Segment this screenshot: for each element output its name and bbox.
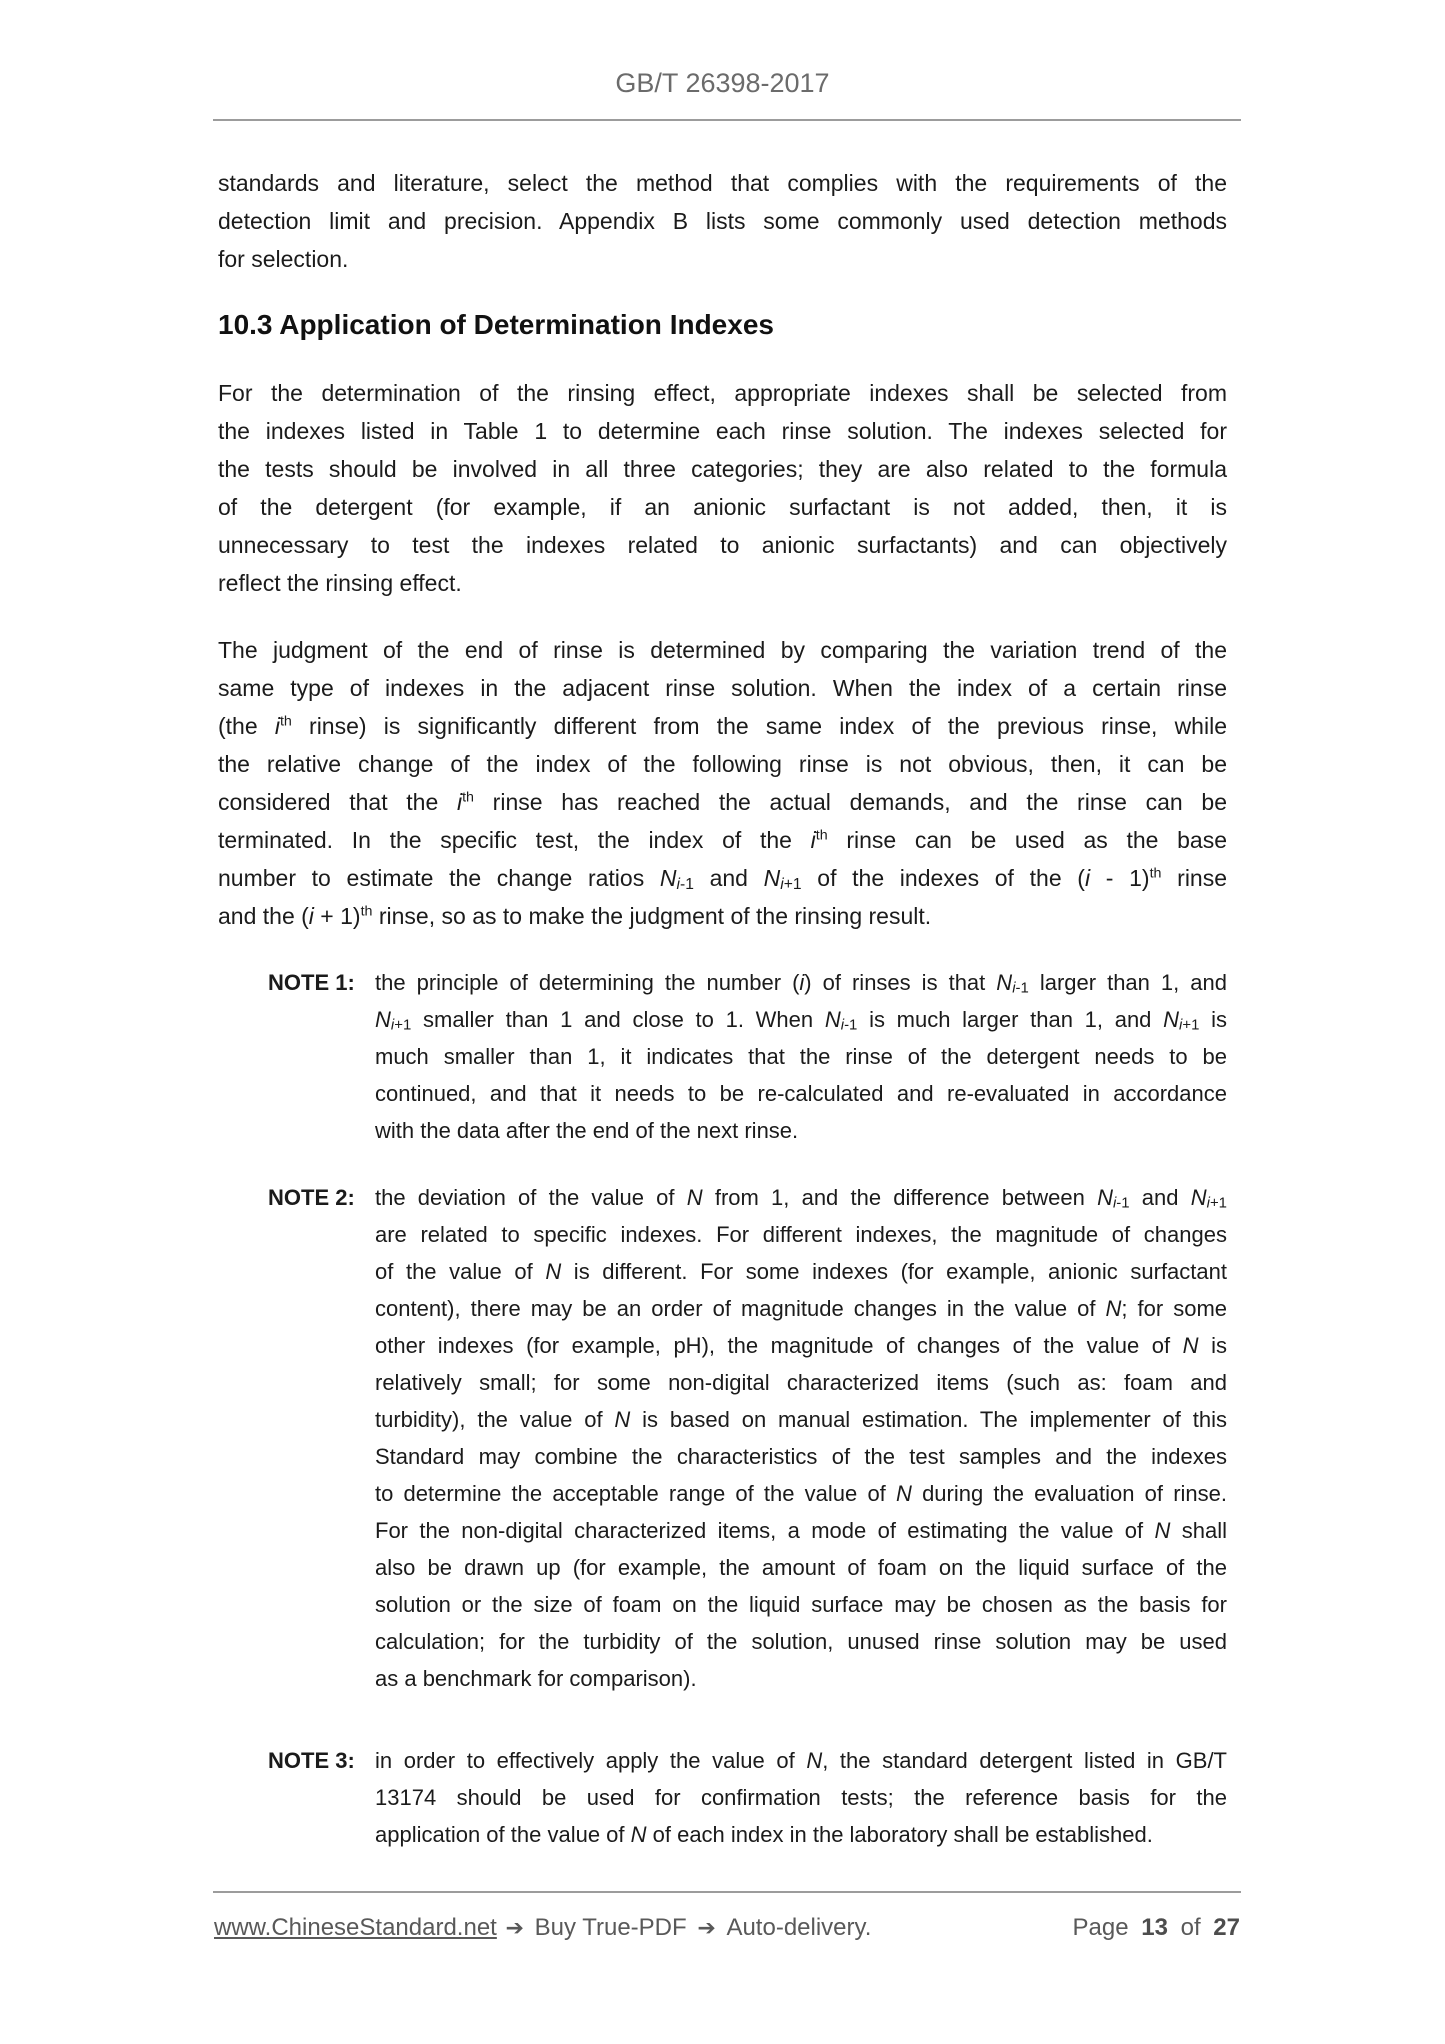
text-line: calculation; for the turbidity of the solution, unused rinse solution may be used (375, 1629, 1227, 1654)
footer-action-buy: Buy True-PDF (534, 1914, 687, 1941)
text-line: considered that the $i^{th}$ rinse has reached the actual demands, and the rinse can be (218, 789, 1227, 815)
text-line: Standard may combine the characteristics of the test samples and the indexes (375, 1444, 1227, 1469)
text-line: same type of indexes in the adjacent rinse solution. When the index of a certain rinse (218, 675, 1227, 701)
text-line: 13174 should be used for confirmation tests; the reference basis for the (375, 1785, 1227, 1810)
footer-left (214, 1908, 873, 1948)
text-line: also be drawn up (for example, the amount of foam on the liquid surface of the (375, 1555, 1227, 1580)
text-line: to determine the acceptable range of the value of N during the evaluation of rinse. (375, 1481, 1228, 1506)
text-line: reflect the rinsing effect. (218, 570, 462, 596)
website-link[interactable]: www.ChineseStandard.net (214, 1914, 497, 1941)
text-line: the indexes listed in Table 1 to determine each rinse solution. The indexes selected for (218, 418, 1227, 444)
text-line: For the non-digital characterized items, a mode of estimating the value of N shall (375, 1518, 1228, 1543)
page-label: Page (1072, 1914, 1129, 1941)
text-line: the tests should be involved in all three categories; they are also related to the formula (218, 456, 1227, 482)
arrow-right-icon: ➔ (697, 1915, 716, 1940)
text-line: as a benchmark for comparison). (375, 1666, 697, 1691)
text-line: much smaller than 1, it indicates that the rinse of the detergent needs to be (375, 1044, 1227, 1069)
text-line: content), there may be an order of magnitude changes in the value of N; for some (375, 1296, 1228, 1321)
text-line: $N_{i+1}$ smaller than 1 and close to 1. When $N_{i-1}$ is much larger than 1, and $N_{i+1}$ is (375, 1007, 1228, 1034)
note-2-label: NOTE 2: (268, 1185, 355, 1210)
note-2-body (375, 1179, 1227, 1697)
arrow-right-icon: ➔ (505, 1915, 524, 1940)
text-line: continued, and that it needs to be re-calculated and re-evaluated in accordance (375, 1081, 1227, 1106)
text-line: turbidity), the value of N is based on manual estimation. The implementer of this (375, 1407, 1227, 1432)
page-footer (214, 1908, 1240, 1948)
text-line: The judgment of the end of rinse is determined by comparing the variation trend of the (218, 637, 1227, 663)
text-line: detection limit and precision. Appendix B lists some commonly used detection methods (218, 208, 1227, 234)
section-heading: 10.3 Application of Determination Indexes (218, 309, 774, 340)
text-line: relatively small; for some non-digital characterized items (such as: foam and (375, 1370, 1227, 1395)
text-line: the deviation of the value of N from 1, and the difference between $N_{i-1}$ and $N_{i+1}$ (375, 1185, 1227, 1212)
page-current: 13 (1141, 1914, 1168, 1941)
page-total: 27 (1213, 1914, 1240, 1941)
footer-action-delivery: Auto-delivery. (726, 1914, 872, 1941)
note-3 (268, 1742, 1227, 1853)
text-line: the principle of determining the number (i) of rinses is that $N_{i-1}$ larger than 1, and (375, 970, 1227, 997)
note-1 (268, 964, 1227, 1149)
text-line: (the $i^{th}$ rinse) is significantly different from the same index of the previous rinse, while (218, 713, 1227, 739)
note-3-body (375, 1742, 1227, 1853)
text-line: and the $(i + 1)^{th}$ rinse, so as to make the judgment of the rinsing result. (218, 903, 932, 929)
text-line: For the determination of the rinsing effect, appropriate indexes shall be selected from (218, 380, 1227, 406)
note-2 (268, 1179, 1227, 1697)
text-line: number to estimate the change ratios $N_{i-1}$ and $N_{i+1}$ of the indexes of the (i - 1)$^{th}$ rinse (218, 865, 1228, 893)
note-3-label: NOTE 3: (268, 1748, 355, 1773)
page-header-title: GB/T 26398-2017 (615, 68, 830, 98)
footer-divider (213, 1891, 1241, 1893)
note-1-label: NOTE 1: (268, 970, 355, 995)
paragraph-intro (218, 164, 1227, 278)
paragraph-determination-indexes (218, 374, 1227, 602)
note-1-body (375, 964, 1227, 1149)
text-line: standards and literature, select the method that complies with the requirements of the (218, 170, 1227, 196)
page-of-label: of (1180, 1914, 1201, 1941)
text-line: are related to specific indexes. For different indexes, the magnitude of changes (375, 1222, 1227, 1247)
text-line: application of the value of N of each index in the laboratory shall be established. (375, 1822, 1153, 1847)
text-line: for selection. (218, 246, 349, 272)
text-line: of the detergent (for example, if an anionic surfactant is not added, then, it is (218, 494, 1227, 520)
text-line: other indexes (for example, pH), the magnitude of changes of the value of N is (375, 1333, 1227, 1358)
paragraph-judgment-of-rinse (218, 631, 1227, 935)
text-line: of the value of N is different. For some indexes (for example, anionic surfactant (375, 1259, 1227, 1284)
text-line: terminated. In the specific test, the index of the $i^{th}$ rinse can be used as the base (218, 827, 1227, 853)
header-divider (213, 119, 1241, 121)
text-line: unnecessary to test the indexes related to anionic surfactants) and can objectively (218, 532, 1227, 558)
page-indicator (1067, 1908, 1241, 1948)
text-line: in order to effectively apply the value of N, the standard detergent listed in GB/T (375, 1748, 1227, 1773)
text-line: with the data after the end of the next rinse. (375, 1118, 799, 1143)
text-line: the relative change of the index of the following rinse is not obvious, then, it can be (218, 751, 1227, 777)
text-line: solution or the size of foam on the liquid surface may be chosen as the basis for (375, 1592, 1227, 1617)
